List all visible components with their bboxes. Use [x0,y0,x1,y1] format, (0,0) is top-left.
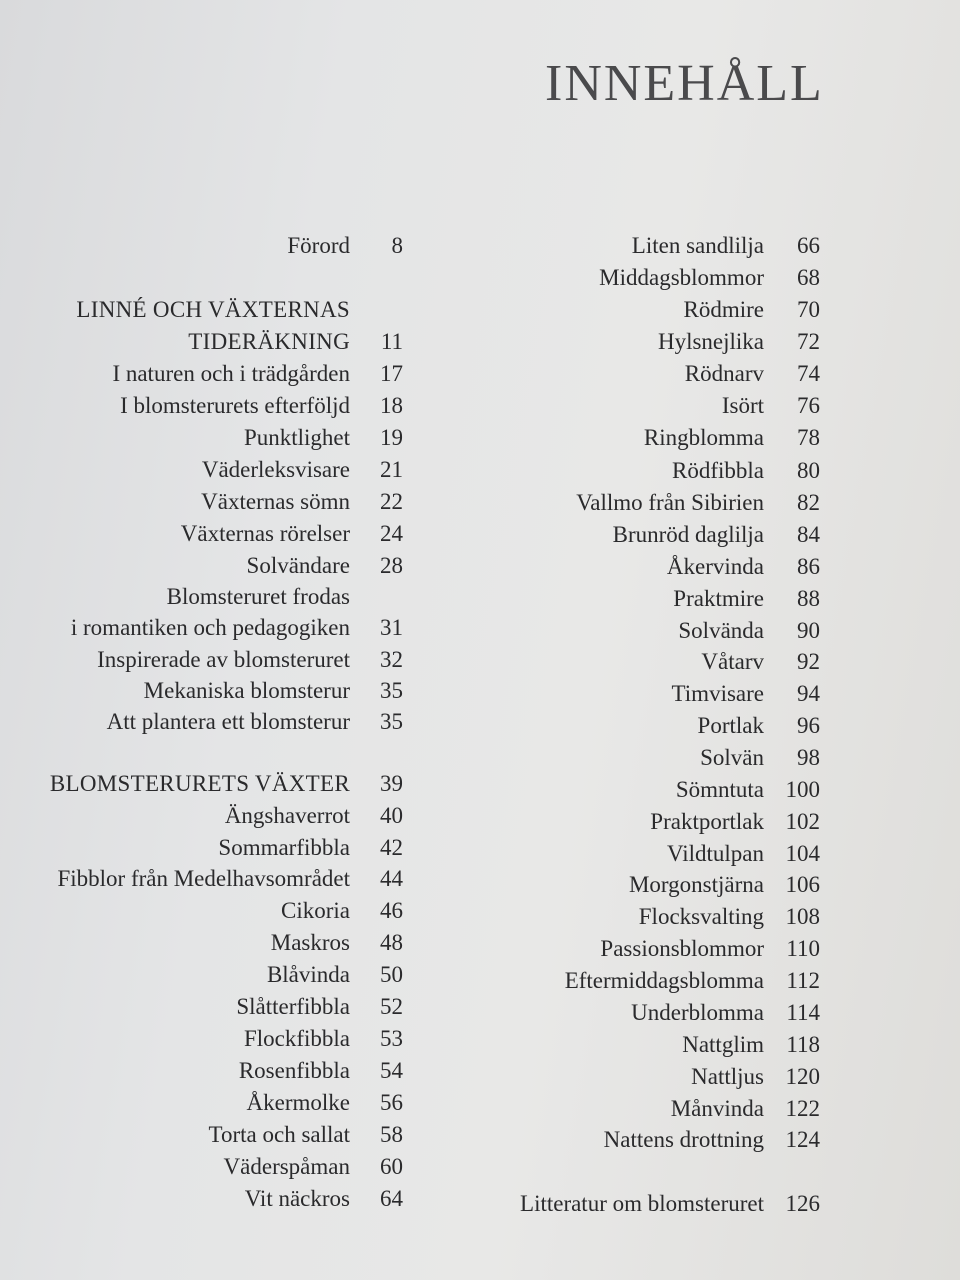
toc-entry-page-number: 66 [797,233,820,258]
toc-entry-title: Flocksvalting [638,904,764,929]
toc-entry-title: Portlak [697,713,764,738]
toc-entry-page-number: 32 [380,647,403,672]
toc-entry-page-number: 19 [380,425,403,450]
toc-entry-page-number: 90 [797,618,820,643]
toc-entry-title: i romantiken och pedagogiken [70,615,350,640]
toc-entry-page-number: 88 [797,586,820,611]
page-title: INNEHÅLL [545,55,824,112]
toc-entry [0,422,960,454]
toc-entry-title: Rödfibbla [672,458,764,483]
toc-entry-title: Åkermolke [246,1090,350,1115]
toc-entry-title: Torta och sallat [208,1122,350,1147]
toc-entry-page-number: 100 [785,777,820,802]
toc-entry-page-number: 118 [786,1032,820,1057]
toc-entry [0,710,960,742]
toc-entry [0,583,960,615]
toc-entry-page-number: 126 [785,1191,820,1216]
toc-entry [0,1093,960,1125]
toc-entry-title: Vit näckros [244,1186,350,1211]
toc-entry-title: Slåtterfibbla [236,994,350,1019]
toc-entry-page-number: 114 [786,1000,820,1025]
toc-entry-title: Underblomma [631,1000,764,1025]
toc-entry [0,294,960,326]
toc-entry-title: Växternas rörelser [180,521,350,546]
toc-entry-page-number: 68 [797,265,820,290]
toc-entry-title: TIDERÄKNING [188,329,350,354]
toc-entry-title: Passionsblommor [600,936,764,961]
toc-entry [0,230,960,262]
toc-entry-title: Månvinda [670,1096,764,1121]
toc-entry-page-number: 76 [797,393,820,418]
toc-entry-title: BLOMSTERURETS VÄXTER [49,771,350,796]
toc-entry-title: Ängshaverrot [224,803,350,828]
toc-entry [0,997,960,1029]
toc-entry-page-number: 80 [797,458,820,483]
toc-entry-title: Att plantera ett blomsterur [106,709,350,734]
toc-entry-title: Timvisare [671,681,764,706]
toc-entry-page-number: 8 [391,233,403,258]
toc-entry-page-number: 40 [380,803,403,828]
toc-entry-page-number: 60 [380,1154,403,1179]
toc-entry-page-number: 98 [797,745,820,770]
toc-entry-title: Solvändare [246,553,350,578]
toc-entry-title: Väderleksvisare [201,457,350,482]
toc-entry-page-number: 21 [380,457,403,482]
toc-entry-page-number: 102 [785,809,820,834]
toc-entry-page-number: 78 [797,425,820,450]
toc-entry-title: Liten sandlilja [631,233,764,258]
toc-entry-page-number: 54 [380,1058,403,1083]
toc-entry-page-number: 48 [380,930,403,955]
toc-entry [0,390,960,422]
toc-entry-title: Nattglim [682,1032,764,1057]
toc-entry-page-number: 35 [380,678,403,703]
toc-entry-page-number: 31 [380,615,403,640]
toc-entry-page-number: 28 [380,553,403,578]
toc-entry [0,838,960,870]
toc-entry-title: Flockfibbla [243,1026,350,1051]
toc-entry-page-number: 18 [380,393,403,418]
toc-entry-title: Blåvinda [266,962,350,987]
toc-entry-page-number: 46 [380,898,403,923]
toc-entry-page-number: 94 [797,681,820,706]
toc-entry-title: Ringblomma [643,425,764,450]
toc-entry-page-number: 72 [797,329,820,354]
toc-entry [0,869,960,901]
toc-entry [0,615,960,647]
toc-entry-page-number: 56 [380,1090,403,1115]
toc-entry-title: Solvän [700,745,764,770]
toc-entry [0,1188,960,1220]
toc-entry [0,455,960,487]
toc-entry [0,262,960,294]
toc-entry-title: Vildtulpan [667,841,764,866]
toc-entry-page-number: 122 [785,1096,820,1121]
toc-entry-page-number: 58 [380,1122,403,1147]
toc-entry-page-number: 11 [380,329,403,354]
toc-entry [0,965,960,997]
toc-entry-title: Nattens drottning [603,1127,764,1152]
toc-entry-page-number: 50 [380,962,403,987]
toc-entry [0,326,960,358]
toc-entry [0,487,960,519]
toc-entry-title: Isört [721,393,764,418]
toc-entry-title: Brunröd daglilja [612,522,764,547]
toc-entry [0,933,960,965]
toc-entry-title: Inspirerade av blomsteruret [97,647,350,672]
toc-entry-title: Eftermiddagsblomma [564,968,764,993]
toc-entry-title: Hylsnejlika [657,329,764,354]
toc-entry-title: Växternas sömn [201,489,350,514]
toc-entry-title: Våtarv [701,649,764,674]
toc-entry-page-number: 42 [380,835,403,860]
toc-entry-page-number: 108 [785,904,820,929]
toc-entry [0,678,960,710]
toc-entry-page-number: 104 [785,841,820,866]
toc-entry-page-number: 106 [785,872,820,897]
toc-entry-title: Blomsteruret frodas [166,584,350,609]
toc-entry-title: Cikoria [281,898,350,923]
toc-entry-page-number: 96 [797,713,820,738]
toc-entry [0,806,960,838]
toc-entry-page-number: 124 [785,1127,820,1152]
toc-entry [0,742,960,774]
toc-entry-page-number: 17 [380,361,403,386]
toc-entry-title: Rödnarv [684,361,764,386]
toc-entry-page-number: 82 [797,490,820,515]
toc-entry-title: Nattljus [691,1064,764,1089]
toc-entry-page-number: 22 [380,489,403,514]
toc-entry-page-number: 64 [380,1186,403,1211]
toc-entry-page-number: 35 [380,709,403,734]
toc-entry-title: Litteratur om blomsteruret [520,1191,764,1216]
toc-entry-page-number: 92 [797,649,820,674]
toc-entry [0,1124,960,1156]
toc-entry-title: Rosenfibbla [238,1058,350,1083]
toc-entry-title: Maskros [270,930,350,955]
toc-entry-title: Rödmire [683,297,764,322]
toc-entry-page-number: 110 [786,936,820,961]
toc-entry [0,1061,960,1093]
toc-entry-page-number: 53 [380,1026,403,1051]
toc-entry-page-number: 120 [785,1064,820,1089]
toc-entry-page-number: 84 [797,522,820,547]
toc-entry [0,646,960,678]
toc-entry-title: Morgonstjärna [628,872,764,897]
toc-entry-page-number: 70 [797,297,820,322]
toc-entry-title: Praktmire [673,586,764,611]
toc-entry-page-number: 39 [380,771,403,796]
toc-entry-title: Praktportlak [650,809,764,834]
toc-entry-title: Vallmo från Sibirien [576,490,764,515]
toc-entry-page-number: 86 [797,554,820,579]
toc-entry-title: I naturen och i trädgården [112,361,350,386]
toc-entry-title: Sommarfibbla [218,835,350,860]
toc-entry-title: Punktlighet [243,425,350,450]
toc-entry-title: Sömntuta [675,777,764,802]
toc-entry [0,774,960,806]
toc-entry-title: I blomsterurets efterföljd [120,393,350,418]
toc-entry [0,1029,960,1061]
toc-entry-page-number: 112 [786,968,820,993]
toc-entry-title: Åkervinda [666,554,764,579]
toc-entry-page-number: 44 [380,866,403,891]
toc-entry-title: Fibblor från Medelhavsområdet [57,866,350,891]
toc-entry [0,551,960,583]
toc-entry-title: Middagsblommor [599,265,764,290]
toc-entry-page-number: 52 [380,994,403,1019]
toc-entry-title: Väderspåman [223,1154,350,1179]
toc-entry-title: Solvända [678,618,764,643]
toc-entry [0,358,960,390]
toc-entry-title: Förord [287,233,350,258]
toc-entry-page-number: 24 [380,521,403,546]
toc-entry-title: Mekaniska blomsterur [143,678,350,703]
toc-entry [0,901,960,933]
toc-entry [0,519,960,551]
toc-entry-page-number: 74 [797,361,820,386]
toc-entry-title: LINNÉ OCH VÄXTERNAS [76,297,350,322]
